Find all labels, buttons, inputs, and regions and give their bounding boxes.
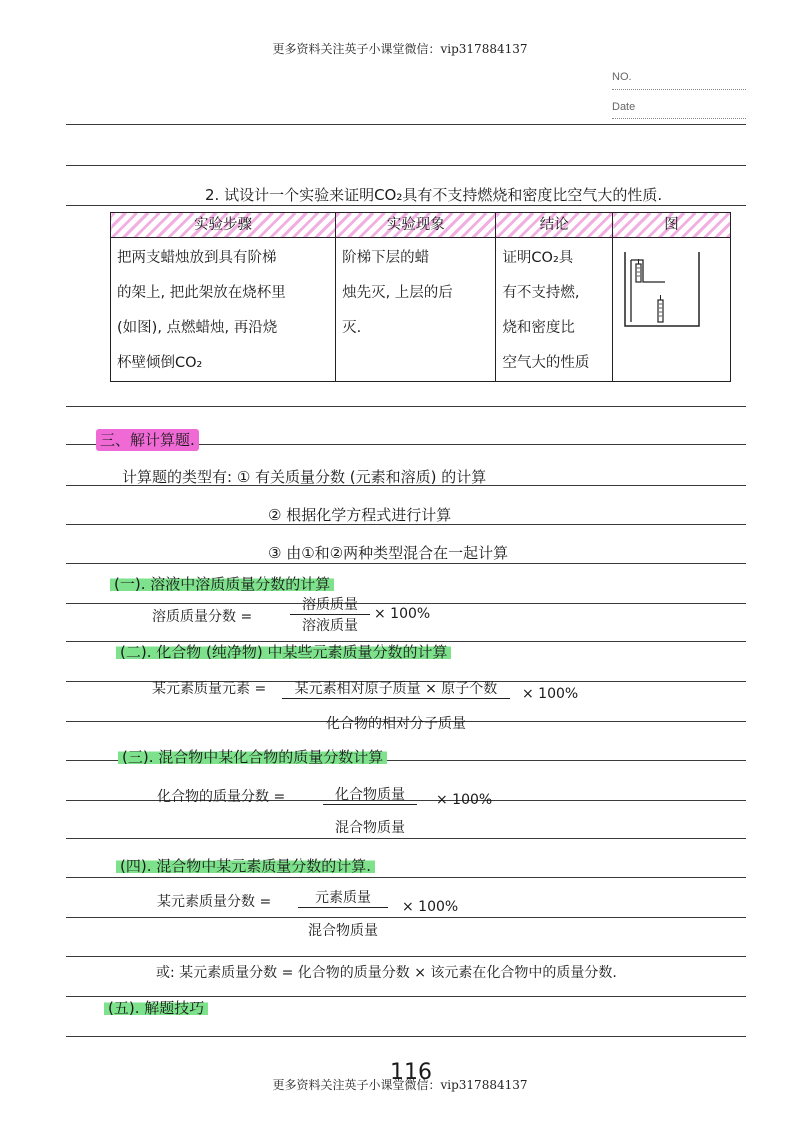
sub1-lhs: 溶质质量分数 = bbox=[152, 609, 253, 625]
sub4-denominator: 混合物质量 bbox=[308, 923, 378, 939]
phenomenon-line: 烛先灭, 上层的后 bbox=[342, 285, 453, 301]
sub4-numerator: 元素质量 bbox=[298, 887, 388, 908]
steps-line: 把两支蜡烛放到具有阶梯 bbox=[117, 250, 277, 266]
sub2-lhs: 某元素质量元素 = bbox=[152, 681, 267, 697]
sub4-lhs: 某元素质量分数 = bbox=[157, 894, 272, 910]
sub4-times: × 100% bbox=[402, 899, 459, 915]
calc-type-3: ③ 由①和②两种类型混合在一起计算 bbox=[268, 544, 509, 562]
sub1-title-text: (一). 溶液中溶质质量分数的计算 bbox=[110, 575, 334, 593]
sub3-numerator: 化合物质量 bbox=[323, 784, 417, 805]
date-dotted-line bbox=[612, 118, 746, 119]
sub3-title-text: (三). 混合物中某化合物的质量分数计算 bbox=[118, 748, 387, 766]
question-text: 2. 试设计一个实验来证明CO₂具有不支持燃烧和密度比空气大的性质. bbox=[205, 186, 663, 204]
sub1-times: × 100% bbox=[374, 606, 431, 622]
table-row bbox=[111, 238, 731, 382]
sub2-denominator: 化合物的相对分子质量 bbox=[326, 716, 466, 732]
experiment-table bbox=[110, 212, 731, 382]
header-phenomenon: 实验现象 bbox=[336, 213, 496, 238]
steps-line: (如图), 点燃蜡烛, 再沿烧 bbox=[117, 320, 278, 336]
sub2-times: × 100% bbox=[522, 686, 579, 702]
conclusion-line: 烧和密度比 bbox=[502, 320, 575, 336]
no-label: NO. bbox=[612, 71, 632, 83]
conclusion-line: 有不支持燃, bbox=[502, 285, 580, 301]
sub1-title bbox=[110, 573, 334, 594]
phenomenon-line: 阶梯下层的蜡 bbox=[342, 250, 430, 266]
sub5-title bbox=[104, 997, 208, 1018]
sub1-numerator: 溶质质量 bbox=[290, 594, 370, 615]
sub3-fraction bbox=[323, 784, 417, 837]
sub3-times: × 100% bbox=[436, 792, 493, 808]
sub2-numerator: 某元素相对原子质量 × 原子个数 bbox=[282, 678, 510, 699]
cell-figure bbox=[613, 238, 731, 382]
header-watermark: 更多资料关注英子小课堂微信：vip317884137 bbox=[272, 42, 528, 56]
steps-line: 的架上, 把此架放在烧杯里 bbox=[117, 285, 286, 301]
cell-steps bbox=[111, 238, 336, 382]
sub2-title bbox=[116, 641, 451, 662]
conclusion-line: 空气大的性质 bbox=[502, 355, 590, 371]
beaker-candles-drawing bbox=[613, 238, 718, 348]
conclusion-line: 证明CO₂具 bbox=[502, 250, 574, 266]
header-figure: 图 bbox=[613, 213, 731, 238]
steps-line: 杯壁倾倒CO₂ bbox=[117, 355, 203, 371]
table-header-row bbox=[111, 213, 731, 238]
sub2-title-text: (二). 化合物 (纯净物) 中某些元素质量分数的计算 bbox=[116, 643, 451, 661]
sub3-title bbox=[118, 746, 387, 767]
sub4-title bbox=[116, 855, 375, 876]
sub1-denominator: 溶液质量 bbox=[302, 618, 358, 634]
page-number: 116 bbox=[390, 1060, 432, 1085]
header-steps: 实验步骤 bbox=[111, 213, 336, 238]
sub4-fraction bbox=[298, 887, 388, 940]
calc-types-intro: 计算题的类型有: ① 有关质量分数 (元素和溶质) 的计算 bbox=[122, 468, 487, 486]
calc-type-2: ② 根据化学方程式进行计算 bbox=[268, 506, 452, 524]
section3-title bbox=[96, 429, 199, 450]
section3-title-text: 三、解计算题. bbox=[96, 429, 199, 451]
sub3-lhs: 化合物的质量分数 = bbox=[157, 789, 286, 805]
header-conclusion: 结论 bbox=[496, 213, 613, 238]
date-label: Date bbox=[612, 101, 636, 113]
sub3-denominator: 混合物质量 bbox=[335, 820, 405, 836]
sub4-title-text: (四). 混合物中某元素质量分数的计算. bbox=[116, 857, 375, 875]
sub4-alternative: 或: 某元素质量分数 = 化合物的质量分数 × 该元素在化合物中的质量分数. bbox=[156, 965, 617, 981]
sub2-fraction bbox=[282, 678, 510, 733]
no-dotted-line bbox=[612, 89, 746, 90]
phenomenon-line: 灭. bbox=[342, 320, 362, 336]
footer-watermark: 更多资料关注英子小课堂微信：vip317884137 bbox=[272, 1078, 528, 1092]
cell-conclusion bbox=[496, 238, 613, 382]
sub5-title-text: (五). 解题技巧 bbox=[104, 999, 208, 1017]
sub1-fraction bbox=[290, 594, 370, 635]
cell-phenomenon bbox=[336, 238, 496, 382]
